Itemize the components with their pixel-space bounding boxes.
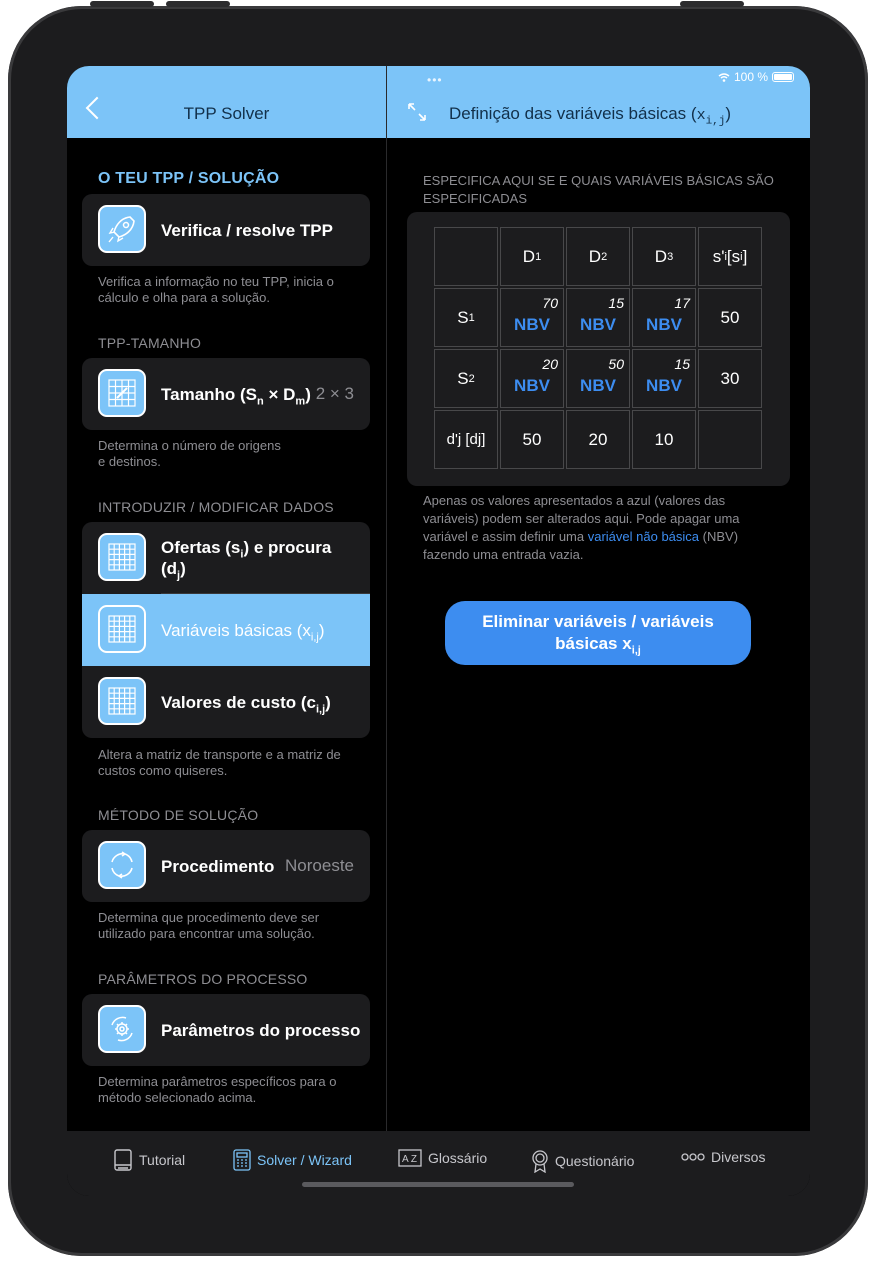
demand-cell: 20 bbox=[566, 410, 630, 469]
split-divider bbox=[386, 66, 387, 1131]
section-header-solution: O TEU TPP / SOLUÇÃO bbox=[98, 170, 280, 187]
variable-value[interactable]: NBV bbox=[514, 314, 550, 334]
section-header-data: INTRODUZIR / MODIFICAR DADOS bbox=[98, 499, 334, 515]
tab-misc[interactable]: Diversos bbox=[681, 1149, 765, 1165]
row-label: Verifica / resolve TPP bbox=[161, 220, 333, 240]
multitasking-dots-icon[interactable]: ••• bbox=[427, 73, 443, 87]
battery-percent: 100 % bbox=[733, 70, 768, 84]
col-header-supply: s' i [s i ] bbox=[698, 227, 762, 286]
col-header-d2: D 2 bbox=[566, 227, 630, 286]
row-header-s2: S 2 bbox=[434, 349, 498, 408]
tab-tutorial[interactable]: Tutorial bbox=[113, 1149, 185, 1171]
cost-value: 20 bbox=[542, 356, 558, 372]
table-caption: ESPECIFICA AQUI SE E QUAIS VARIÁVEIS BÁSICAS SÃO ESPECIFICADAS bbox=[423, 173, 774, 206]
eliminate-variables-button[interactable]: Eliminar variáveis / variáveis básicas $x_{i,j}$ bbox=[445, 601, 751, 665]
row-label: Tamanho $(S_n \times D_m)$ bbox=[161, 384, 311, 407]
svg-text:A Z: A Z bbox=[402, 1154, 418, 1165]
power-button bbox=[680, 1, 744, 7]
section-footer: Determina o número de origens e destinos. bbox=[98, 438, 281, 469]
right-nav-title: Definição das variáveis básicas $(x_{i,j})$ bbox=[449, 104, 732, 128]
col-header-d3: D 3 bbox=[632, 227, 696, 286]
wifi-icon bbox=[718, 73, 730, 82]
section-footer: Altera a matriz de transporte e a matriz de custos como quiseres. bbox=[98, 747, 341, 778]
cost-value: 17 bbox=[674, 295, 690, 311]
right-nav-bar bbox=[387, 66, 810, 138]
group-solve bbox=[82, 194, 370, 266]
empty-cell bbox=[698, 410, 762, 469]
row-cost-values[interactable] bbox=[82, 666, 370, 738]
nbv-link[interactable]: variável não básica bbox=[587, 529, 700, 544]
row-process-params[interactable] bbox=[82, 994, 370, 1066]
variable-value[interactable]: NBV bbox=[580, 314, 616, 334]
status-bar bbox=[718, 70, 794, 84]
more-icon bbox=[681, 1153, 705, 1161]
table-note: Apenas os valores apresentados a azul (valores das variáveis) podem ser alterados aqui. Pode apagar uma variável e assim definir uma variável não básica (NBV) fazendo uma entrada vazia. bbox=[423, 493, 740, 562]
award-icon bbox=[531, 1149, 549, 1173]
grid-icon bbox=[98, 605, 146, 653]
section-footer: Determina parâmetros específicos para o método selecionado acima. bbox=[98, 1074, 337, 1105]
row-label: Ofertas $(s_i)$ e procura $(d_j)$ bbox=[161, 538, 332, 582]
cycle-arrows-icon bbox=[98, 841, 146, 889]
col-header-d1: D 1 bbox=[500, 227, 564, 286]
grid-icon bbox=[98, 533, 146, 581]
battery-icon bbox=[772, 72, 794, 82]
group-data bbox=[82, 522, 370, 738]
cost-value: 15 bbox=[674, 356, 690, 372]
variable-value[interactable]: NBV bbox=[580, 375, 616, 395]
variable-cell[interactable] bbox=[632, 349, 696, 408]
book-icon bbox=[113, 1149, 133, 1171]
row-verify-solve[interactable] bbox=[82, 194, 370, 266]
cost-value: 70 bbox=[542, 295, 558, 311]
volume-button bbox=[166, 1, 230, 7]
gear-cycle-icon bbox=[98, 1005, 146, 1053]
supply-cell: 30 bbox=[698, 349, 762, 408]
grid-icon bbox=[98, 677, 146, 725]
variable-cell[interactable] bbox=[632, 288, 696, 347]
section-header-size: TPP-TAMANHO bbox=[98, 335, 202, 351]
screen bbox=[67, 66, 810, 1196]
volume-button bbox=[90, 1, 154, 7]
row-basic-variables[interactable] bbox=[82, 594, 370, 666]
row-size[interactable] bbox=[82, 358, 370, 430]
section-header-method: MÉTODO DE SOLUÇÃO bbox=[98, 807, 259, 823]
row-label: Procedimento bbox=[161, 856, 275, 876]
variable-cell[interactable] bbox=[500, 288, 564, 347]
table-corner-cell bbox=[434, 227, 498, 286]
group-size bbox=[82, 358, 370, 430]
row-label: Parâmetros do processo bbox=[161, 1020, 361, 1040]
section-header-params: PARÂMETROS DO PROCESSO bbox=[98, 971, 308, 987]
left-nav-title: TPP Solver bbox=[183, 104, 270, 123]
variable-value[interactable]: NBV bbox=[646, 314, 682, 334]
row-value: 2 × 3 bbox=[315, 384, 354, 403]
row-supply-demand[interactable] bbox=[82, 522, 370, 594]
rocket-icon bbox=[98, 205, 146, 253]
row-header-s1: S 1 bbox=[434, 288, 498, 347]
section-footer: Determina que procedimento deve ser utilizado para encontrar uma solução. bbox=[98, 910, 320, 941]
row-value: Noroeste bbox=[285, 856, 354, 875]
calculator-icon bbox=[233, 1149, 251, 1171]
tab-questionnaire[interactable]: Questionário bbox=[531, 1149, 634, 1173]
group-params bbox=[82, 994, 370, 1066]
tab-glossary[interactable]: A Z Glossário bbox=[398, 1149, 487, 1167]
variable-value[interactable]: NBV bbox=[646, 375, 682, 395]
supply-cell: 50 bbox=[698, 288, 762, 347]
variable-cell[interactable] bbox=[500, 349, 564, 408]
grid-icon bbox=[98, 369, 146, 417]
tab-solver-wizard[interactable]: Solver / Wizard bbox=[233, 1149, 352, 1171]
variables-table bbox=[407, 212, 790, 486]
section-footer: Verifica a informação no teu TPP, inicia o cálculo e olha para a solução. bbox=[98, 274, 334, 305]
left-nav-bar bbox=[67, 66, 386, 138]
demand-cell: 10 bbox=[632, 410, 696, 469]
group-method bbox=[82, 830, 370, 902]
row-procedure[interactable] bbox=[82, 830, 370, 902]
az-icon bbox=[398, 1149, 422, 1167]
row-label: Valores de custo $(c_{i,j})$ bbox=[161, 692, 331, 715]
variable-cell[interactable] bbox=[566, 349, 630, 408]
variable-value[interactable]: NBV bbox=[514, 375, 550, 395]
home-indicator[interactable] bbox=[302, 1182, 574, 1187]
row-header-demand: d'j [dj] bbox=[434, 410, 498, 469]
cost-value: 50 bbox=[608, 356, 624, 372]
variable-cell[interactable] bbox=[566, 288, 630, 347]
demand-cell: 50 bbox=[500, 410, 564, 469]
row-label: Variáveis básicas $(x_{i,j})$ bbox=[161, 620, 325, 643]
expand-icon[interactable] bbox=[407, 102, 427, 122]
cost-value: 15 bbox=[608, 295, 624, 311]
